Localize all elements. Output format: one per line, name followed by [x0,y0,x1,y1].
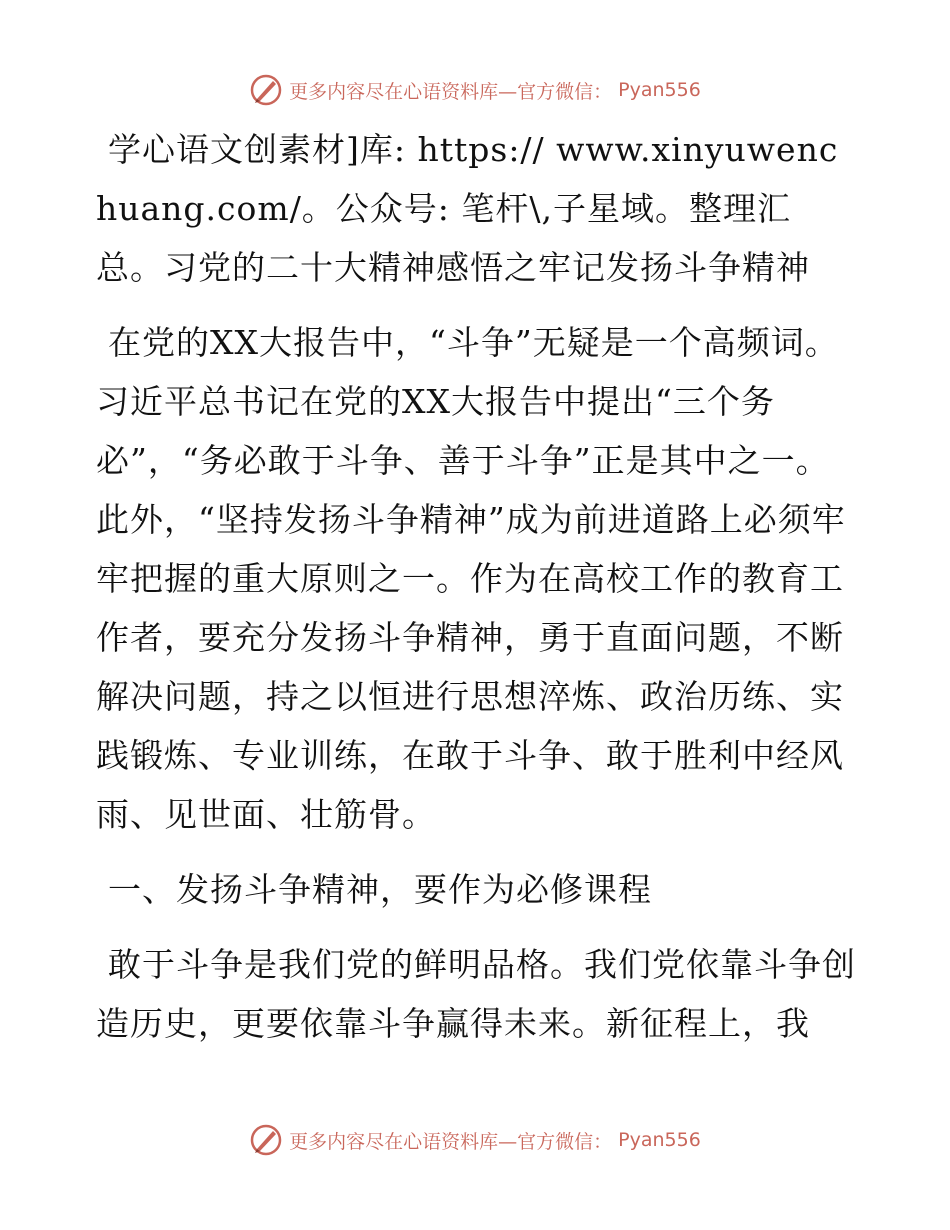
intro-paragraph: 学心语文创素材]库: https:// www.xinyuwenchuang.com/。公众号: 笔杆\,子星域。整理汇总。习党的二十大精神感悟之牢记发扬斗争精神 [96,130,839,287]
pen-feather-logo-icon [249,73,283,107]
wechat-id: Pyan556 [618,1129,701,1151]
footer-watermark-banner [0,1120,950,1160]
pen-feather-logo-icon [249,1123,283,1157]
document-body [96,120,856,1053]
section-heading: 一、发扬斗争精神，要作为必修课程 [108,870,652,909]
header-watermark-banner [0,70,950,110]
body-paragraph: 敢于斗争是我们党的鲜明品格。我们党依靠斗争创造历史，更要依靠斗争赢得未来。新征程上，我 [96,945,856,1043]
watermark-text: 更多内容尽在心语资料库—官方微信： [289,80,613,103]
body-paragraph: 在党的XX大报告中，“斗争”无疑是一个高频词。习近平总书记在党的XX大报告中提出“三个务必”，“务必敢于斗争、善于斗争”正是其中之一。此外，“坚持发扬斗争精神”成为前进道路上必须牢牢把握的重大原则之一。作为在高校工作的教育工作者，要充分发扬斗争精神，勇于直面问题，不断解决问题，持之以恒进行思想淬炼、政治历练、实践锻炼、专业训练，在敢于斗争、敢于胜利中经风雨、见世面、壮筋骨。 [96,323,846,834]
wechat-id: Pyan556 [618,79,701,101]
watermark-text: 更多内容尽在心语资料库—官方微信： [289,1130,613,1153]
